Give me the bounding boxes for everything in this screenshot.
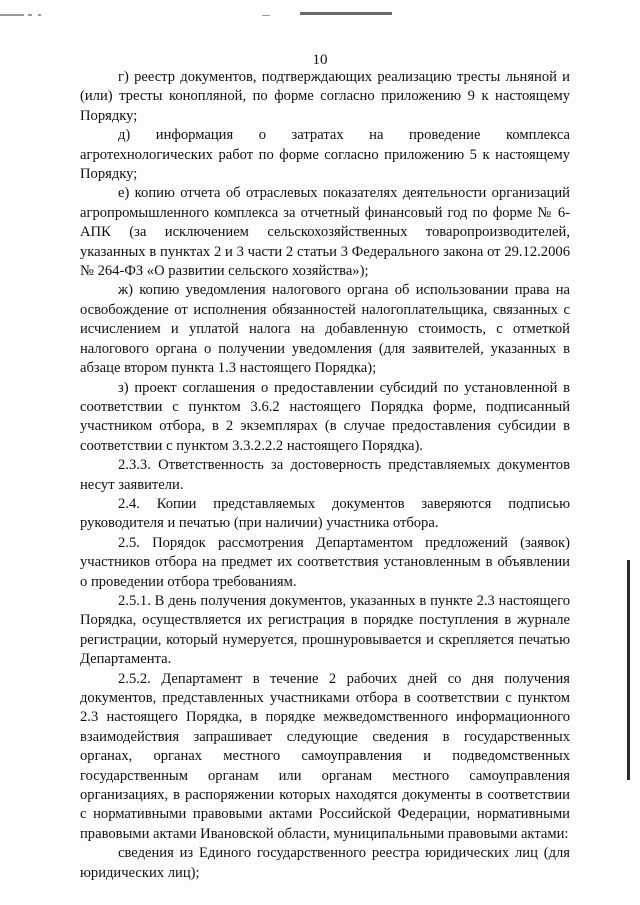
paragraph-zh: ж) копию уведомления налогового органа об использовании права на освобождение от исполнения обязанностей налогоплательщика, связанных с исчислением и уплатой налога на добавленную стоимость, с отметкой налогового органа о получении уведомления (для заявителей, указанных в абзаце втором пункта 1.3 настоящего Порядка);: [80, 282, 570, 377]
paragraph-2-5-2: 2.5.2. Департамент в течение 2 рабочих дней со дня получения документов, представленных участниками отбора в соответствии с пунктом 2.3 настоящего Порядка, в порядке межведомственного информационного взаимодействия запрашивает следующие сведения в государственных органах, органах местного самоуправления и подведомственных государственным органам или органам местного самоуправления организациях, в распоряжении которых находятся документы в соответствии с нормативными правовыми актами Российской Федерации, нормативными правовыми актами Ивановской области, муниципальными правовыми актами:: [80, 670, 570, 842]
scan-artifact: [38, 14, 41, 16]
scan-artifact: [0, 14, 24, 16]
scan-artifact: [300, 12, 392, 15]
paragraph-egrul: сведения из Единого государственного реестра юридических лиц (для юридических лиц);: [80, 845, 570, 881]
scan-artifact: [262, 15, 270, 16]
paragraph-2-5: 2.5. Порядок рассмотрения Департаментом предложений (заявок) участников отбора на предмет их соответствия установленным в объявлении о проведении отбора требованиям.: [80, 534, 570, 590]
scan-edge-line: [627, 560, 630, 780]
paragraph-2-3-3: 2.3.3. Ответственность за достоверность представляемых документов несут заявители.: [80, 457, 570, 493]
scan-artifact: [28, 14, 32, 16]
paragraph-2-4: 2.4. Копии представляемых документов заверяются подписью руководителя и печатью (при наличии) участника отбора.: [80, 495, 570, 532]
document-body: [80, 68, 570, 883]
paragraph-z: з) проект соглашения о предоставлении субсидий по установленной в соответствии с пунктом 3.6.2 настоящего Порядка форме, подписанный участником отбора, в 2 экземплярах (в случае предоставления субсидии в соответствии с пунктом 3.3.2.2.2 настоящего Порядка).: [80, 379, 570, 454]
paragraph-d: д) информация о затратах на проведение комплекса агротехнологических работ по форме согласно приложению 5 к настоящему Порядку;: [80, 127, 570, 183]
paragraph-2-5-1: 2.5.1. В день получения документов, указанных в пункте 2.3 настоящего Порядка, осуществляется их регистрация в порядке поступления в журнале регистрации, который нумеруется, прошнуровывается и скрепляется печатью Департамента.: [80, 592, 570, 668]
paragraph-g: г) реестр документов, подтверждающих реализацию тресты льняной и (или) тресты конопляной, по форме согласно приложению 9 к настоящему Порядку;: [80, 69, 570, 124]
paragraph-e: е) копию отчета об отраслевых показателях деятельности организаций агропромышленного комплекса за отчетный финансовый год по форме № 6-АПК (за исключением сельскохозяйственных товаропроизводителей, указанных в пунктах 2 и 3 части 2 статьи 3 Федерального закона от 29.12.2006 № 264-ФЗ «О развитии сельского хозяйства»);: [80, 185, 570, 280]
page-number: 10: [312, 52, 328, 68]
